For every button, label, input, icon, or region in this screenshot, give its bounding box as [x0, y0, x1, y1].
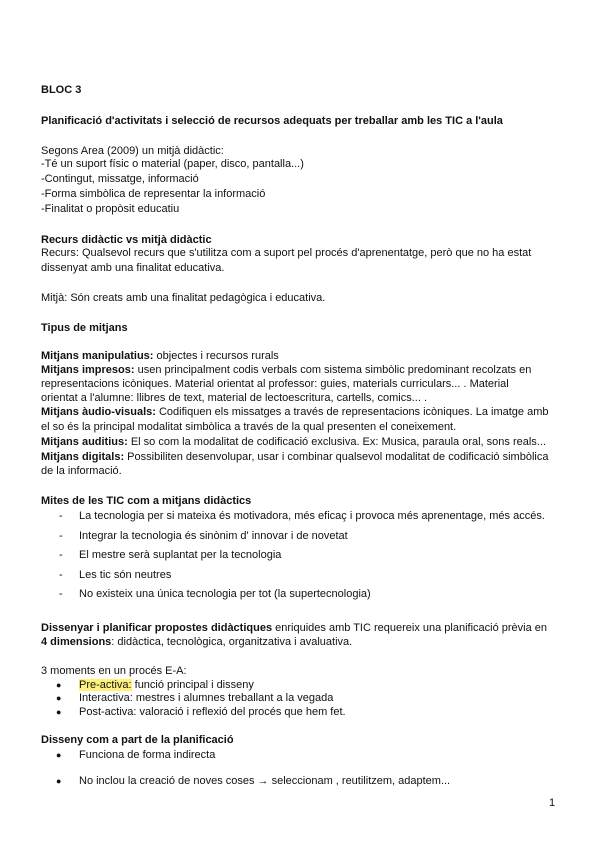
tipus-digitals: [41, 451, 548, 464]
dash-bullet: -: [59, 569, 63, 581]
disseny-item: Funciona de forma indirecta: [79, 749, 216, 761]
mitja-line: Mitjà: Són creats amb una finalitat pedagògica i educativa.: [41, 292, 326, 304]
dash-bullet: -: [59, 588, 63, 600]
tipus-impresos: [41, 364, 531, 377]
mite-item: No existeix una única tecnologia per tot (la supertecnologia): [79, 588, 371, 600]
dash-bullet: -: [59, 549, 63, 561]
text: Possibiliten desenvolupar, usar i combinar qualsevol modalitat de codificació simbòlica: [124, 451, 549, 463]
dash-bullet: -: [59, 530, 63, 542]
bullet-dot: ●: [56, 680, 62, 690]
page-title: Planificació d'activitats i selecció de recursos adequats per treballar amb les TIC a l'aula: [41, 115, 503, 127]
bullet-dot: ●: [56, 693, 62, 703]
mites-heading: Mites de les TIC com a mitjans didàctics: [41, 495, 252, 507]
dash-bullet: -: [59, 510, 63, 522]
disseny-item: No inclou la creació de noves coses → seleccionam , reutilitzem, adaptem...: [79, 775, 451, 787]
area-point: -Contingut, missatge, informació: [41, 173, 199, 185]
moment-post: Post-activa: valoració i reflexió del procés que hem fet.: [79, 706, 346, 718]
mite-item: La tecnologia per si mateixa és motivadora, més eficaç i provoca més aprenentage, més accés.: [79, 510, 545, 522]
mite-item: Integrar la tecnologia és sinònim d' innovar i de novetat: [79, 530, 348, 542]
moment-pre: [79, 679, 254, 692]
bloc-heading: BLOC 3: [41, 84, 82, 96]
label: Mitjans digitals:: [41, 451, 125, 463]
recurs-line: dissenyat amb una finalitat educativa.: [41, 262, 225, 274]
recurs-line: Recurs: Qualsevol recurs que s'utilitza com a suport pel procés d'aprenentatge, però que no ha estat: [41, 247, 532, 259]
bold: 4 dimensions: [41, 636, 112, 648]
disseny-heading: Disseny com a part de la planificació: [41, 734, 234, 746]
tipus-digitals-line: de la informació.: [41, 465, 122, 477]
tipus-impresos-line: representacions icòniques. Material orientat al professor: guies, materials curriculars... . Material: [41, 378, 509, 390]
tipus-audiovisuals-line: el so és la principal modalitat simbòlica a través de la qual presenten el coneixement.: [41, 421, 457, 433]
moment-inter: Interactiva: mestres i alumnes treballant a la vegada: [79, 692, 334, 704]
tipus-audiovisuals: [41, 406, 548, 419]
bold: Dissenyar i planificar propostes didàctiques: [41, 622, 273, 634]
text: Codifiquen els missatges a través de representacions icòniques. La imatge amb: [155, 406, 549, 418]
label: Mitjans àudio-visuals:: [41, 406, 156, 418]
area-point: -Té un suport físic o material (paper, disco, pantalla...): [41, 158, 304, 170]
recurs-heading: Recurs didàctic vs mitjà didàctic: [41, 234, 212, 246]
text: funció principal i disseny: [131, 679, 254, 691]
label: Mitjans impresos:: [41, 364, 135, 376]
dissenyar-line: [41, 636, 352, 649]
area-point: -Finalitat o propòsit educatiu: [41, 203, 180, 215]
text: enriquides amb TIC requereix una planificació prèvia en: [272, 622, 548, 634]
highlight: Pre-activa:: [79, 679, 132, 691]
label: Mitjans manipulatius:: [41, 350, 154, 362]
text: : didàctica, tecnològica, organitzativa i avaluativa.: [111, 636, 353, 648]
bullet-dot: ●: [56, 776, 62, 786]
tipus-heading: Tipus de mitjans: [41, 322, 128, 334]
moments-intro: 3 moments en un procés E-A:: [41, 665, 187, 677]
tipus-manipulatius: [41, 350, 279, 363]
mite-item: Les tic són neutres: [79, 569, 172, 581]
page-number: 1: [549, 797, 556, 809]
tipus-impresos-line: orientat a l'alumne: llibres de text, material de lectoescritura, cartells, comics... .: [41, 392, 428, 404]
mite-item: El mestre serà suplantat per la tecnologia: [79, 549, 282, 561]
bullet-dot: ●: [56, 750, 62, 760]
area-intro: Segons Area (2009) un mitjà didàctic:: [41, 145, 224, 157]
bullet-dot: ●: [56, 707, 62, 717]
dissenyar-line: [41, 622, 547, 635]
area-point: -Forma simbòlica de representar la informació: [41, 188, 266, 200]
tipus-auditius: [41, 436, 546, 449]
text: objectes i recursos rurals: [153, 350, 279, 362]
text: El so com la modalitat de codificació exclusiva. Ex: Musica, paraula oral, sons reals...: [127, 436, 546, 448]
text: usen principalment codis verbals com sistema simbòlic predominant recolzats en: [134, 364, 532, 376]
label: Mitjans auditius:: [41, 436, 128, 448]
